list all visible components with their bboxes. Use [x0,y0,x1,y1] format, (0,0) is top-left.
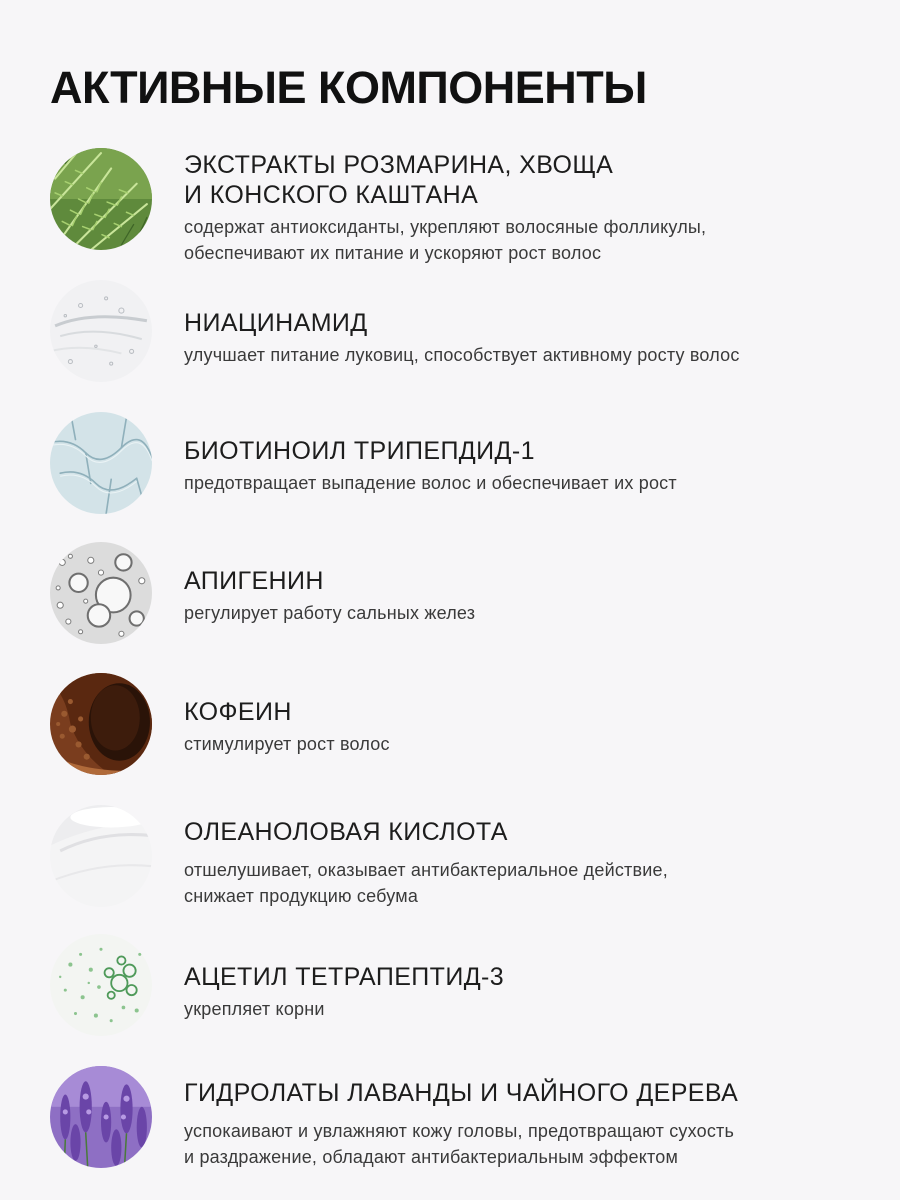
white-cream-image [50,805,152,907]
clear-gel-image [50,280,152,382]
component-description: укрепляет корни [184,999,325,1019]
component-description: улучшает питание луковиц, способствует активному росту волос [184,345,740,365]
list-item-hydrolats [50,1066,850,1176]
component-name: ЭКСТРАКТЫ РОЗМАРИНА, ХВОЩА И КОНСКОГО КАШТАНА [184,151,614,209]
rosemary-image [50,148,152,250]
component-name: БИОТИНОИЛ ТРИПЕПДИД-1 [184,437,535,465]
component-name: ОЛЕАНОЛОВАЯ КИСЛОТА [184,818,508,846]
green-bubbles-image [50,934,152,1036]
component-description: успокаивают и увлажняют кожу головы, предотвращают сухость и раздражение, обладают антибактериальным эффектом [184,1121,735,1167]
list-item-niacinamide [50,280,850,390]
component-name: АЦЕТИЛ ТЕТРАПЕПТИД-3 [184,963,505,991]
coffee-image [50,673,152,775]
list-item-acetyl-tetrapeptide [50,934,850,1044]
list-item-oleanolic-acid [50,805,850,915]
component-description: предотвращает выпадение волос и обеспечивает их рост [184,473,677,493]
list-item-apigenin [50,542,850,652]
oil-bubbles-image [50,542,152,644]
list-item-rosemary [50,148,850,263]
page-title: АКТИВНЫЕ КОМПОНЕНТЫ [50,62,647,113]
blue-gel-image [50,412,152,514]
list-item-caffeine [50,673,850,783]
lavender-image [50,1066,152,1168]
component-description: регулирует работу сальных желез [184,603,476,623]
list-item-biotinoyl [50,412,850,522]
component-description: содержат антиоксиданты, укрепляют волосяные фолликулы, обеспечивают их питание и ускоряют рост волос [184,217,707,263]
component-name: ГИДРОЛАТЫ ЛАВАНДЫ И ЧАЙНОГО ДЕРЕВА [184,1079,739,1107]
component-name: АПИГЕНИН [184,567,324,595]
component-name: КОФЕИН [184,698,292,726]
component-description: стимулирует рост волос [184,734,390,754]
component-description: отшелушивает, оказывает антибактериальное действие, снижает продукцию себума [184,860,668,906]
component-name: НИАЦИНАМИД [184,309,368,337]
